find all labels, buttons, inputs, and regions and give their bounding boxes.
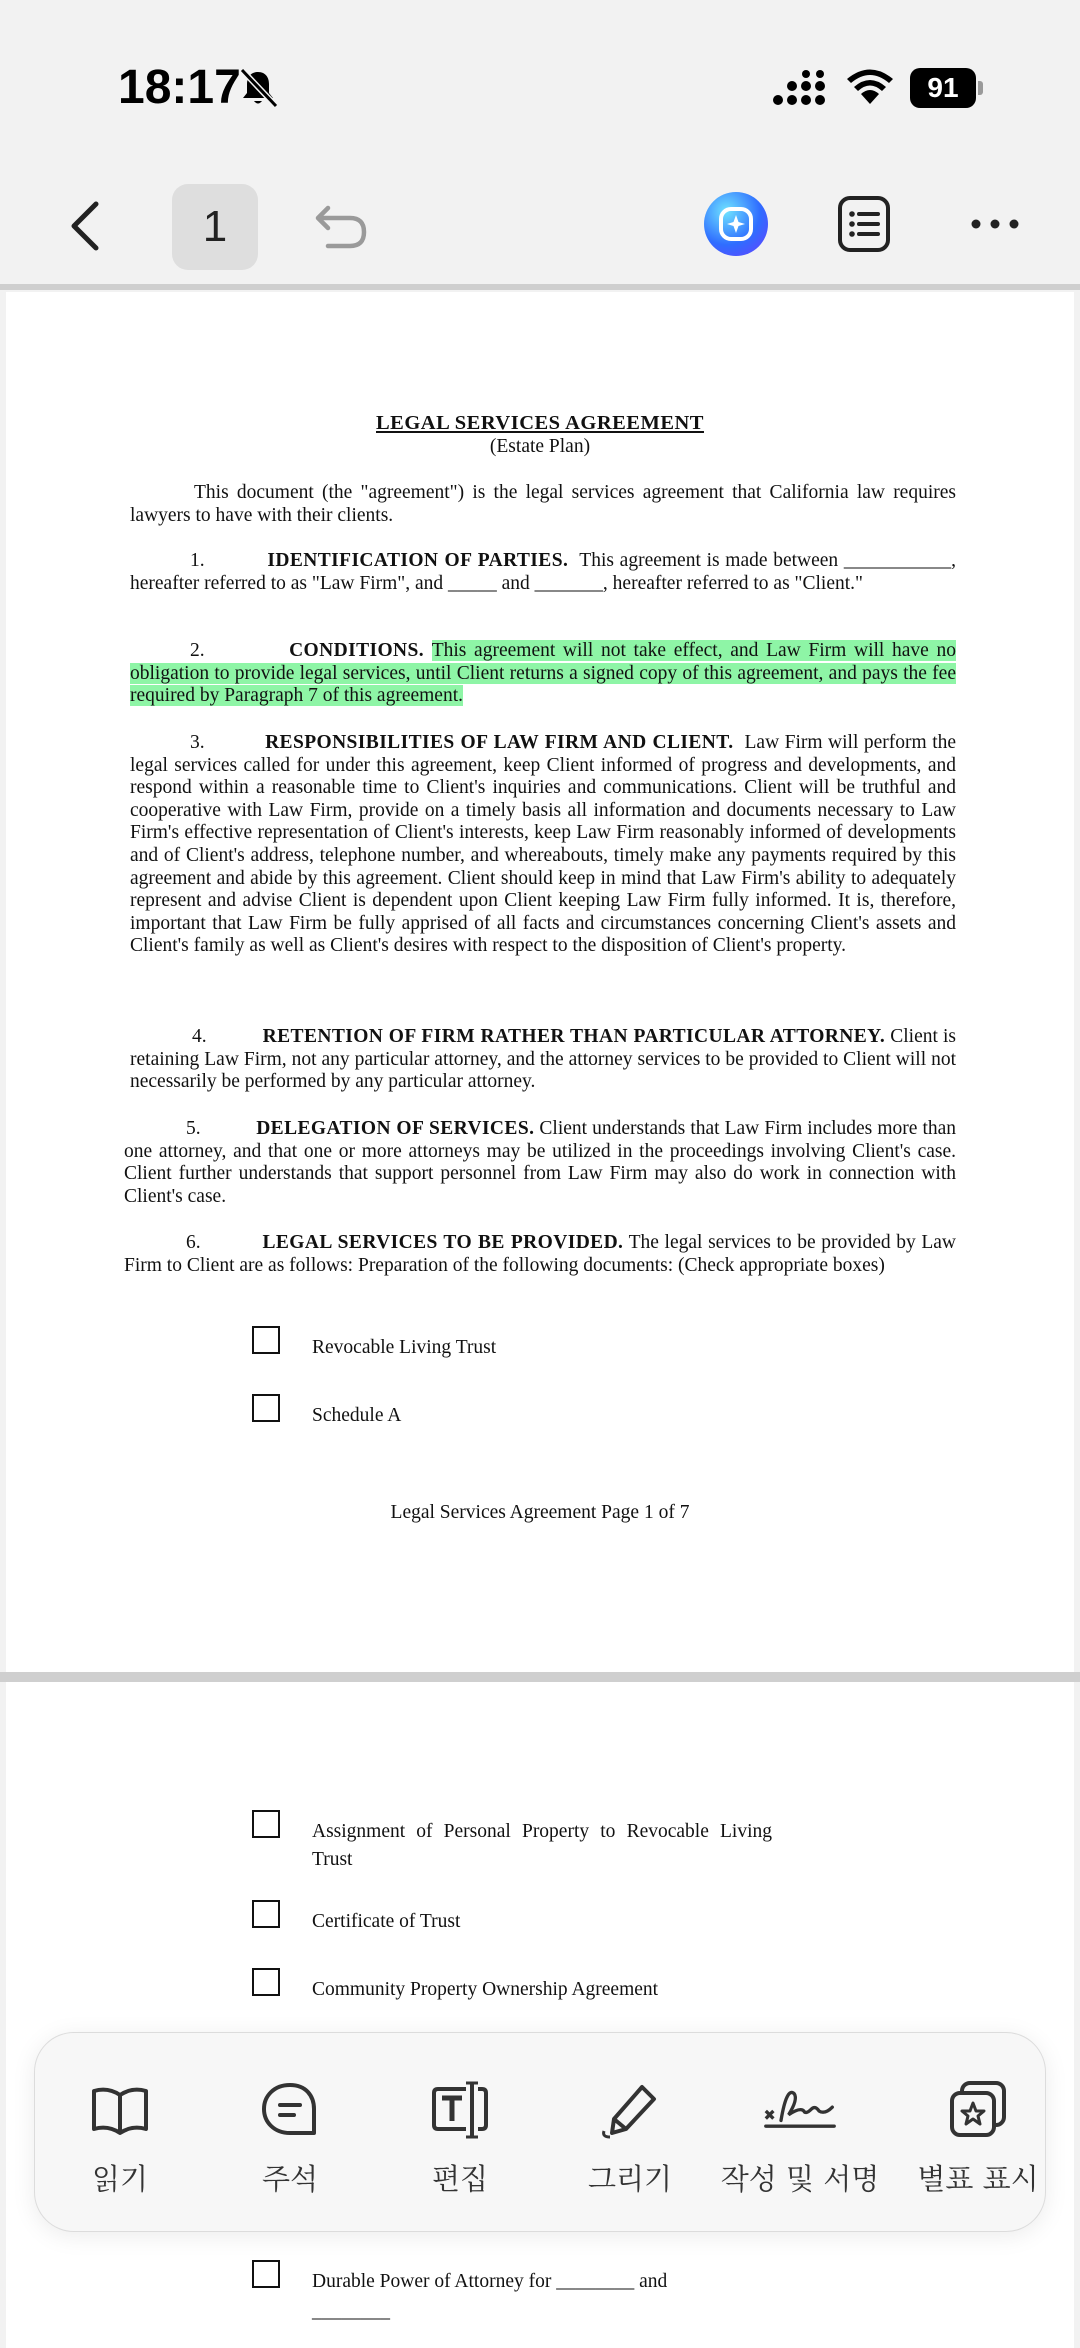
checkbox[interactable] [252,1394,280,1422]
section-number: 5. [186,1118,201,1139]
page-footer: Legal Services Agreement Page 1 of 7 [390,1502,690,1523]
bell-muted-icon [236,66,280,110]
checkbox-label: Assignment of Personal Property to Revocable Living Trust [312,1821,772,1870]
toolbar-divider [0,284,1080,290]
checkbox[interactable] [252,1810,280,1838]
top-toolbar [0,160,1080,286]
section-number: 6. [186,1232,201,1253]
document-page-1[interactable] [6,292,1074,1672]
status-time: 18:17 [118,61,241,114]
text-edit-icon [430,2081,490,2139]
tool-label: 그리기 [587,2162,673,2196]
checkbox-label: Durable Power of Attorney for ________ and [312,2271,668,2292]
battery-tip [978,81,983,95]
section-body: Client understands that Law Firm includes more than one attorney, and that one or more attorneys may be utilized in the proceedings involving Client's case. Client further understands that support personnel from Law Firm may also do work in connection with Client's case. [124,1118,957,1207]
intro-paragraph: This document (the "agreement") is the legal services agreement that California law requires lawyers to have with their clients. [130,482,956,526]
section-body: This agreement is made between ___________, hereafter referred to as "Law Firm", and _____ and _______, hereafter referred to as "Client." [130,550,957,594]
checkbox-label: Community Property Ownership Agreement [312,1979,659,2000]
section-number: 4. [192,1026,207,1047]
tool-edit[interactable] [375,2081,545,2201]
section-3 [130,732,956,958]
section-body: The legal services to be provided by Law Firm to Client are as follows: Preparation of the following documents: (Check appropriate boxes) [124,1232,957,1276]
section-heading: CONDITIONS. [289,640,425,661]
document-page-2[interactable] [6,1682,1074,2348]
section-2 [130,640,956,708]
highlighted-text[interactable]: This agreement will not take effect, and Law Firm will have no obligation to provide legal services, until Client returns a signed copy of this agreement, and pays the fee required by Paragraph 7 of this agreement. [130,640,957,707]
outline-list-icon[interactable] [836,194,892,254]
star-icon [948,2081,1008,2139]
tool-label: 작성 및 서명 [720,2162,880,2196]
page-separator [0,1672,1080,1682]
section-4 [130,1026,956,1094]
checkbox[interactable] [252,2260,280,2288]
signature-icon [762,2081,838,2139]
tool-fill-sign[interactable] [715,2081,885,2201]
section-number: 3. [190,732,205,753]
section-heading: RETENTION OF FIRM RATHER THAN PARTICULAR ATTORNEY. [262,1026,886,1047]
tool-label: 주석 [261,2162,319,2196]
checkbox-label: Certificate of Trust [312,1911,461,1932]
pen-icon [600,2081,660,2139]
section-heading: IDENTIFICATION OF PARTIES. [267,550,569,571]
section-heading: LEGAL SERVICES TO BE PROVIDED. [262,1232,624,1253]
tool-draw[interactable] [545,2081,715,2201]
checkbox[interactable] [252,1968,280,1996]
section-heading: RESPONSIBILITIES OF LAW FIRM AND CLIENT. [265,732,734,753]
more-options-icon[interactable] [970,214,1020,234]
tool-read[interactable] [35,2081,205,2201]
wifi-icon [846,66,894,106]
blank-line: ________ [312,2301,390,2322]
bottom-tool-panel [34,2032,1046,2232]
section-5 [124,1118,956,1208]
section-number: 1. [190,550,205,571]
section-heading: DELEGATION OF SERVICES. [256,1118,535,1139]
page-number-button[interactable]: 1 [172,184,258,270]
battery-indicator [910,68,984,108]
status-bar [0,0,1080,160]
document-title: LEGAL SERVICES AGREEMENT [376,412,704,434]
tool-label: 읽기 [91,2162,149,2196]
tool-comment[interactable] [205,2081,375,2201]
ai-sparkle-icon [704,192,768,256]
section-1 [130,550,956,595]
tool-label: 별표 표시 [917,2162,1039,2196]
document-subtitle: (Estate Plan) [489,436,591,457]
comment-icon [260,2081,320,2139]
section-6 [124,1232,956,1277]
section-body: Client is retaining Law Firm, not any particular attorney, and the attorney services to be provided to Client will not necessarily be performed by any particular attorney. [130,1026,957,1093]
signal-icon [772,70,828,110]
checkbox-label: Revocable Living Trust [312,1337,497,1358]
section-body: Law Firm will perform the legal services called for under this agreement, keep Client informed of progress and developments, and respond within a reasonable time to Client's inquiries and communications. Client will be truthful and cooperative with Law Firm, provide on a timely basis all information and documents necessary to Law Firm's effective representation of Client's interests, keep Law Firm reasonably informed of developments and of Client's address, telephone number, and whereabouts, timely make any payments required by this agreement and abide by this agreement. Client should keep in mind that Law Firm's ability to adequately represent and advise Client is dependent upon Client keeping Law Firm fully informed. It is, therefore, important that Law Firm be fully apprised of all facts and circumstances concerning Client's assets and Client's family as well as Client's desires with respect to the disposition of Client's property. [130,732,957,957]
back-arrow-icon[interactable] [60,198,116,254]
tool-star[interactable] [893,2081,1046,2201]
section-number: 2. [190,640,205,661]
undo-icon[interactable] [312,198,372,254]
ai-assistant-button[interactable] [704,192,768,256]
checkbox[interactable] [252,1900,280,1928]
book-icon [90,2081,150,2139]
checkbox[interactable] [252,1326,280,1354]
checkbox-label: Schedule A [312,1405,402,1426]
battery-level: 91 [910,68,976,108]
tool-label: 편집 [431,2162,489,2196]
